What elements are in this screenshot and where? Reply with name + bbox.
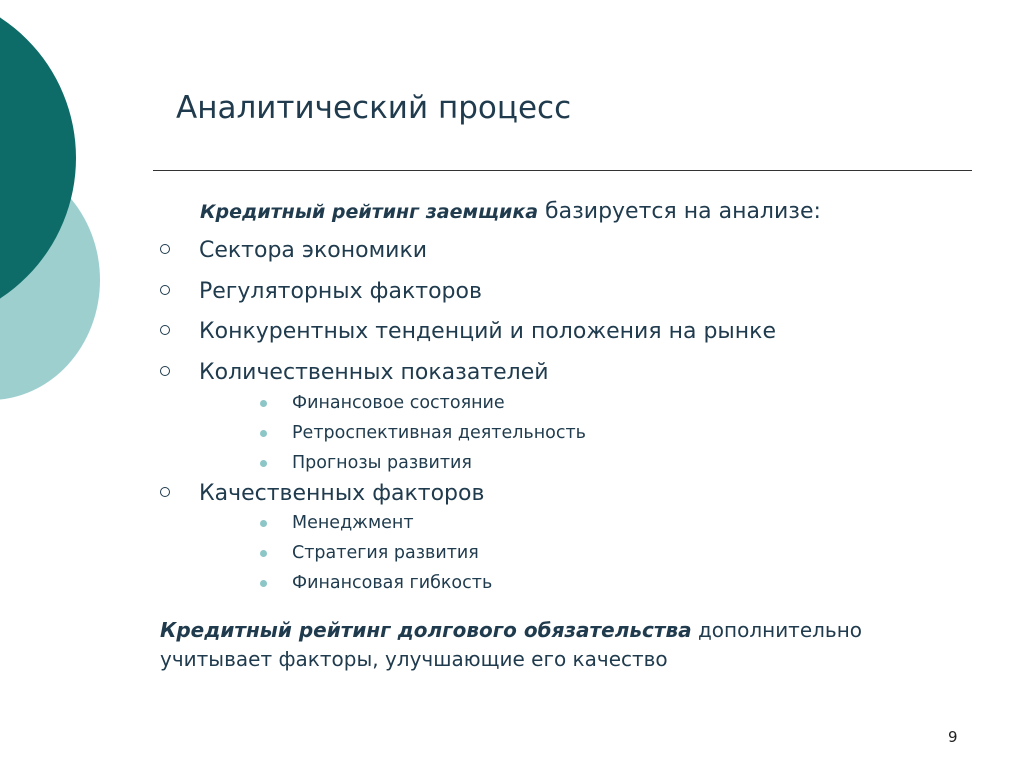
footer-note-emphasis: Кредитный рейтинг долгового обязательства — [160, 618, 692, 642]
slide-title: Аналитический процесс — [176, 90, 572, 126]
sub-list-item-label: Финансовое состояние — [292, 393, 505, 413]
list-item-label: Регуляторных факторов — [199, 279, 482, 304]
sub-list-item-label: Ретроспективная деятельность — [292, 423, 586, 443]
page-number: 9 — [948, 728, 958, 746]
intro-text: базируется на анализе: — [538, 199, 821, 224]
dot-bullet-icon — [260, 520, 267, 527]
list-item-label: Конкурентных тенденций и положения на рынке — [199, 319, 776, 344]
intro-emphasis: Кредитный рейтинг заемщика — [200, 201, 539, 223]
sub-list-item-label: Прогнозы развития — [292, 453, 472, 473]
dot-bullet-icon — [260, 460, 267, 467]
footer-note-text: дополнительно учитывает факторы, улучшающие его качество — [160, 618, 863, 671]
list-item-label: Сектора экономики — [199, 238, 428, 263]
hollow-circle-bullet-icon — [160, 487, 170, 497]
dot-bullet-icon — [260, 550, 267, 557]
hollow-circle-bullet-icon — [160, 366, 170, 376]
list-item-label: Количественных показателей — [199, 360, 549, 385]
hollow-circle-bullet-icon — [160, 285, 170, 295]
sub-list-item-label: Финансовая гибкость — [292, 573, 493, 593]
list-item-label: Качественных факторов — [199, 481, 485, 506]
intro-line — [200, 196, 821, 228]
footer-note — [160, 616, 980, 674]
title-divider — [153, 170, 972, 171]
sub-list-item-label: Менеджмент — [292, 513, 414, 533]
hollow-circle-bullet-icon — [160, 325, 170, 335]
dot-bullet-icon — [260, 580, 267, 587]
sub-list-item-label: Стратегия развития — [292, 543, 479, 563]
dot-bullet-icon — [260, 430, 267, 437]
dot-bullet-icon — [260, 400, 267, 407]
hollow-circle-bullet-icon — [160, 244, 170, 254]
